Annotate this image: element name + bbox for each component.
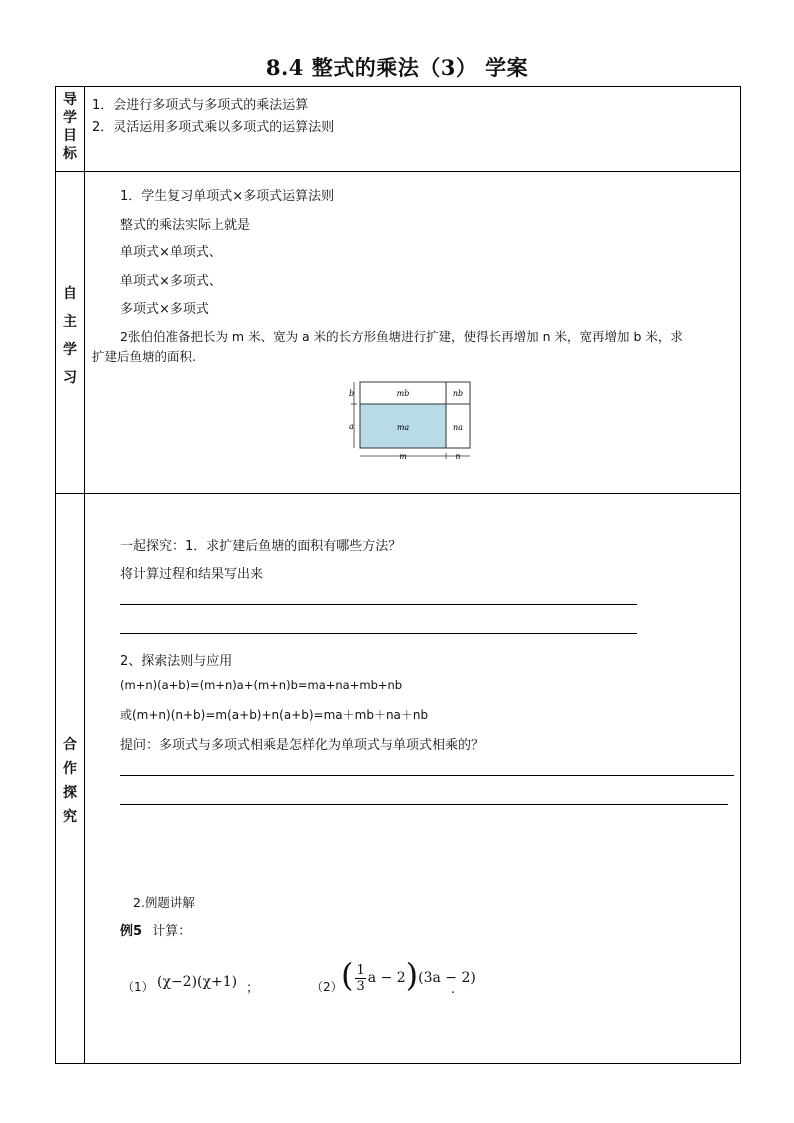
label-b: b <box>349 389 355 398</box>
label-nb: nb <box>452 389 464 398</box>
expression-part: a − 2 <box>367 970 406 986</box>
section-char: 究 <box>63 809 77 825</box>
exercise-2-number: （2） <box>311 980 343 994</box>
label-n: n <box>455 452 461 461</box>
example-label: 例5 <box>120 924 143 939</box>
self-study-line: 整式的乘法实际上就是 <box>120 218 251 233</box>
explore-subtitle: 将计算过程和结果写出来 <box>120 567 264 582</box>
section-char: 合 <box>63 737 77 753</box>
self-study-line: 多项式×多项式 <box>120 302 209 317</box>
problem-text-line-1: 2张伯伯准备把长为 m 米、宽为 a 米的长方形鱼塘进行扩建，使得长再增加 n 米，宽再增加 b 米，求 <box>120 329 683 344</box>
explore-title: 一起探究：1．求扩建后鱼塘的面积有哪些方法？ <box>120 539 402 554</box>
example-heading <box>120 920 191 939</box>
section-char: 作 <box>63 761 77 777</box>
section-char: 自 <box>63 286 77 302</box>
label-ma: ma <box>396 423 410 432</box>
problem-text-line-2: 扩建后鱼塘的面积. <box>92 349 196 364</box>
answer-line <box>120 604 637 605</box>
exercise-2-end: . <box>451 982 456 997</box>
section-char: 目 <box>63 128 77 144</box>
row-divider <box>55 493 741 494</box>
section-char: 习 <box>63 370 77 386</box>
exercise-1-end: ； <box>246 981 260 996</box>
row-divider <box>55 171 741 172</box>
exercise-1-number: （1） <box>122 980 154 994</box>
fraction-denominator: 3 <box>356 978 365 994</box>
formula-1: (m+n)(a+b)=(m+n)a+(m+n)b=ma+na+mb+nb <box>120 678 403 692</box>
objective-2: 2．灵活运用多项式乘以多项式的运算法则 <box>92 120 335 135</box>
section-char: 导 <box>63 92 77 108</box>
section-char: 探 <box>63 785 77 801</box>
section-label-cooperation <box>56 733 84 829</box>
self-study-item-1: 1．学生复习单项式×多项式运算法则 <box>120 189 335 204</box>
self-study-line: 单项式×多项式、 <box>120 274 222 289</box>
paren-open: ( <box>341 956 354 994</box>
expression-tail: (3a − 2) <box>418 970 476 986</box>
fraction <box>355 963 365 994</box>
answer-line <box>120 633 637 634</box>
section-char: 学 <box>63 110 77 126</box>
rule-title: 2、探索法则与应用 <box>120 654 233 669</box>
objective-1: 1．会进行多项式与多项式的乘法运算 <box>92 98 309 113</box>
label-na: na <box>453 423 463 432</box>
example-section-title: 2.例题讲解 <box>133 895 195 910</box>
label-mb: mb <box>396 389 410 398</box>
paren-close: ) <box>405 956 419 994</box>
question: 提问：多项式与多项式相乘是怎样化为单项式与单项式相乘的？ <box>120 738 485 753</box>
example-instruction: 计算： <box>152 924 192 939</box>
answer-line <box>120 804 728 805</box>
label-m: m <box>399 452 407 461</box>
section-label-self-study <box>56 282 84 390</box>
fraction-numerator: 1 <box>356 962 365 978</box>
pond-diagram <box>346 378 476 462</box>
section-char: 标 <box>63 146 77 162</box>
page-title: 8.4 整式的乘法（3） 学案 <box>265 55 529 80</box>
self-study-line: 单项式×单项式、 <box>120 245 222 260</box>
label-a: a <box>349 422 354 431</box>
section-char: 主 <box>63 314 77 330</box>
section-label-guide <box>56 88 84 166</box>
answer-line <box>120 775 734 776</box>
column-divider <box>84 86 85 1064</box>
section-char: 学 <box>63 342 77 358</box>
exercise-1-expression: (χ−2)(χ+1) <box>157 974 238 990</box>
formula-2: 或(m+n)(n+b)=m(a+b)+n(a+b)=ma＋mb＋na＋nb <box>120 708 429 722</box>
exercise-2-expression <box>341 952 476 994</box>
